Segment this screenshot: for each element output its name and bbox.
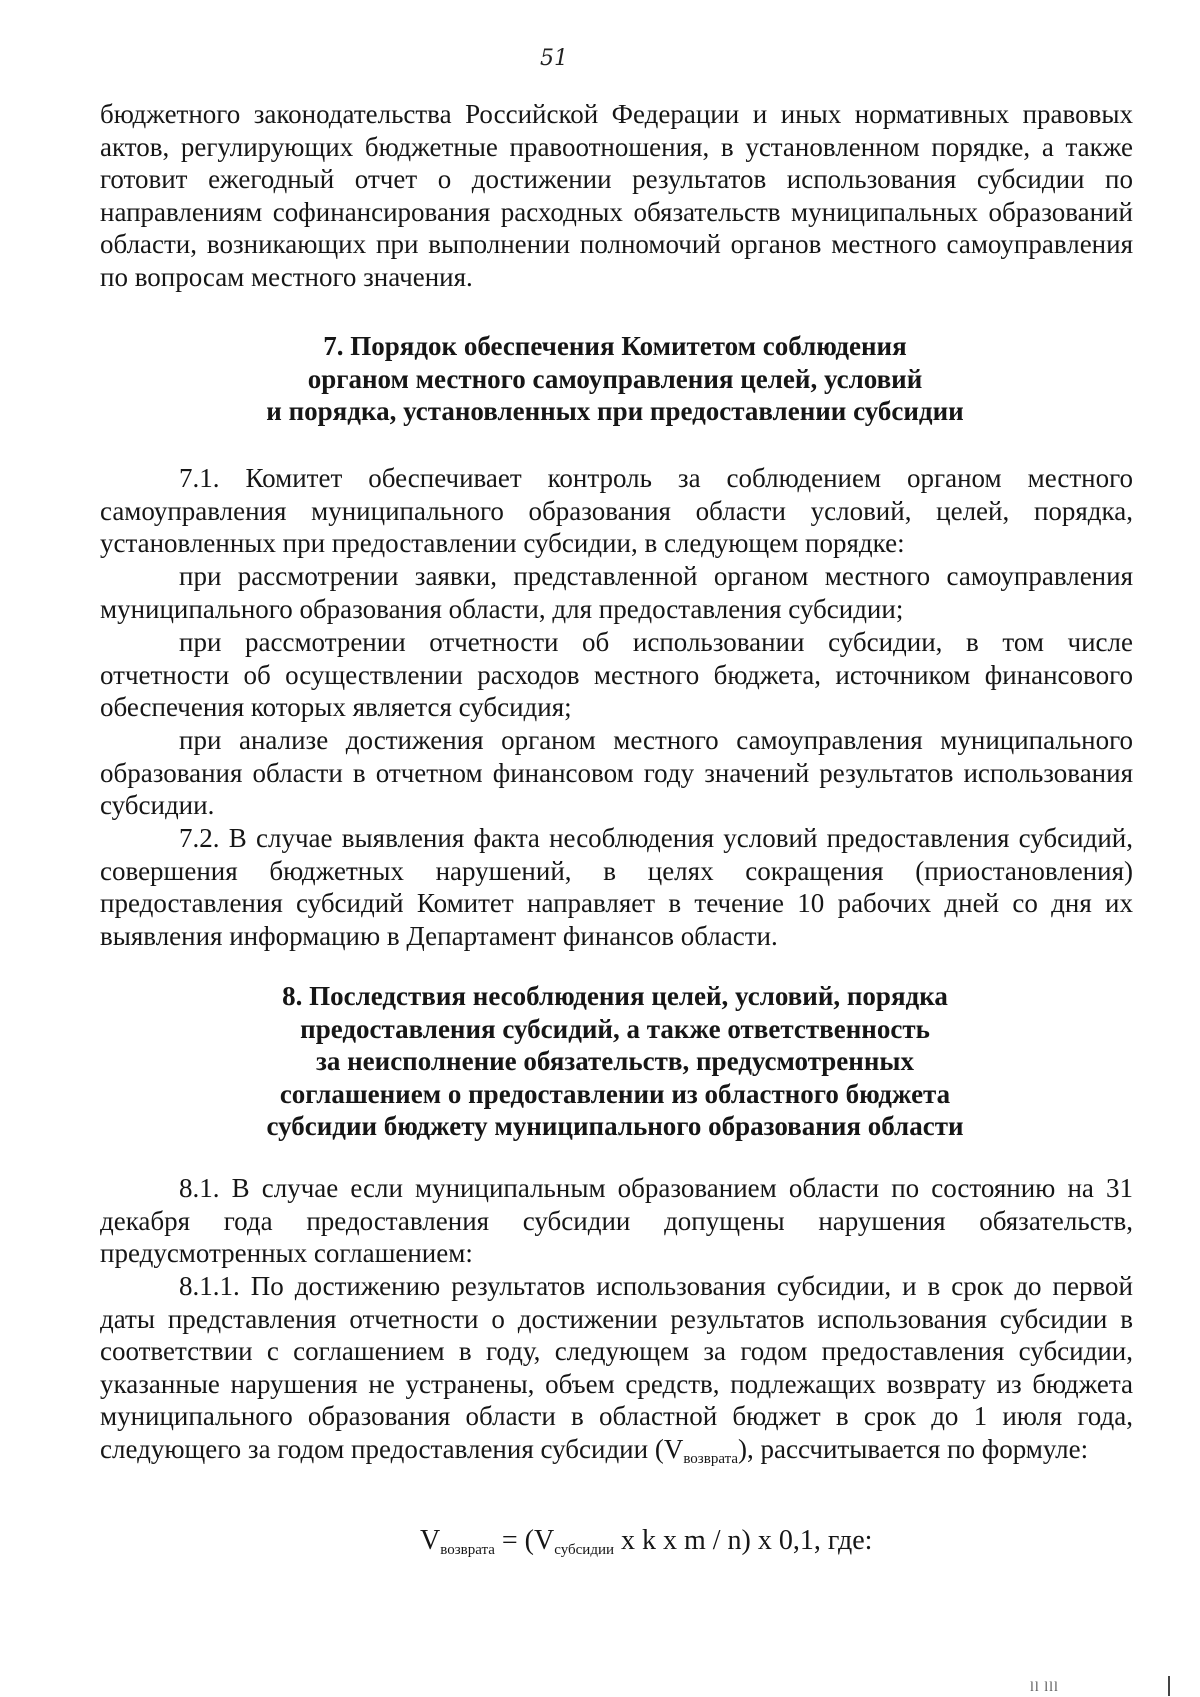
formula-v: V: [420, 1525, 441, 1556]
heading-line: 8. Последствия несоблюдения целей, условий, порядка: [282, 981, 948, 1011]
scan-edge-mark: [1168, 1676, 1170, 1696]
paragraph-7-1-item-a: при рассмотрении заявки, представленной органом местного самоуправления муниципального образования области, для предоставления субсидии;: [100, 561, 1133, 624]
heading-line: органом местного самоуправления целей, условий: [307, 363, 923, 394]
subscript-vozvrata: возврата: [683, 1450, 738, 1467]
heading-line: соглашением о предоставлении из областного бюджета: [279, 1078, 951, 1109]
heading-line: субсидии бюджету муниципального образования области: [266, 1111, 964, 1141]
paragraph-continuation: бюджетного законодательства Российской Федерации и иных нормативных правовых актов, регулирующих бюджетные правоотношения, в установленном порядке, а также готовит ежегодный отчет о достижении результатов использования субсидии по направлениям софинансирования расходных обязательств муниципальных образований области, возникающих при выполнении полномочий органов местного самоуправления по вопросам местного значения.: [100, 99, 1133, 292]
paragraph-7-1: 7.1. Комитет обеспечивает контроль за соблюдением органом местного самоуправления муниципального образования области условий, целей, порядка, установленных при предоставлении субсидии, в следующем порядке:: [100, 463, 1133, 559]
page-number: 51: [540, 46, 568, 71]
paragraph-8-1-1: [100, 1270, 1133, 1466]
scan-marks: ll lll: [1030, 1680, 1059, 1695]
heading-line: предоставления субсидий, а также ответственность: [300, 1013, 930, 1044]
paragraph-8-1: 8.1. В случае если муниципальным образованием области по состоянию на 31 декабря года предоставления субсидии допущены нарушения обязательств, предусмотренных соглашением:: [100, 1173, 1133, 1269]
formula-subscript-vozvrata: возврата: [440, 1542, 495, 1558]
heading-line: 7. Порядок обеспечения Комитетом соблюдения: [323, 331, 907, 361]
formula-eq: = (V: [494, 1525, 555, 1556]
paragraph-7-1-item-b: при рассмотрении отчетности об использовании субсидии, в том числе отчетности об осуществлении расходов местного бюджета, источником финансового обеспечения которых является субсидия;: [100, 627, 1133, 723]
formula-rest: x k x m / n) x 0,1, где:: [614, 1525, 873, 1556]
section-7-heading: [150, 330, 1080, 428]
paragraph-8-1-1-text: 8.1.1. По достижению результатов использования субсидии, и в срок до первой даты представления отчетности о достижении результатов использования субсидии в соответствии с соглашением в году, следующем за годом предоставления субсидии, указанные нарушения не устранены, объем средств, подлежащих возврату из бюджета муниципального образования области в областной бюджет в срок до 1 июля года, следующего за годом предоставления субсидии (V: [100, 1271, 1133, 1464]
paragraph-8-1-1-tail: ), рассчитывается по формуле:: [737, 1433, 1089, 1464]
paragraph-7-1-item-c: при анализе достижения органом местного самоуправления муниципального образования области в отчетном финансовом году значений результатов использования субсидии.: [100, 725, 1133, 821]
paragraph-7-2: 7.2. В случае выявления факта несоблюдения условий предоставления субсидий, совершения бюджетных нарушений, в целях сокращения (приостановления) предоставления субсидий Комитет направляет в течение 10 рабочих дней со дня их выявления информацию в Департамент финансов области.: [100, 823, 1133, 951]
heading-line: за неисполнение обязательств, предусмотренных: [316, 1046, 914, 1076]
formula-subscript-subsidii: субсидии: [554, 1542, 614, 1558]
formula: [420, 1525, 872, 1557]
section-8-heading: [150, 980, 1080, 1143]
heading-line: и порядка, установленных при предоставлении субсидии: [266, 396, 964, 426]
